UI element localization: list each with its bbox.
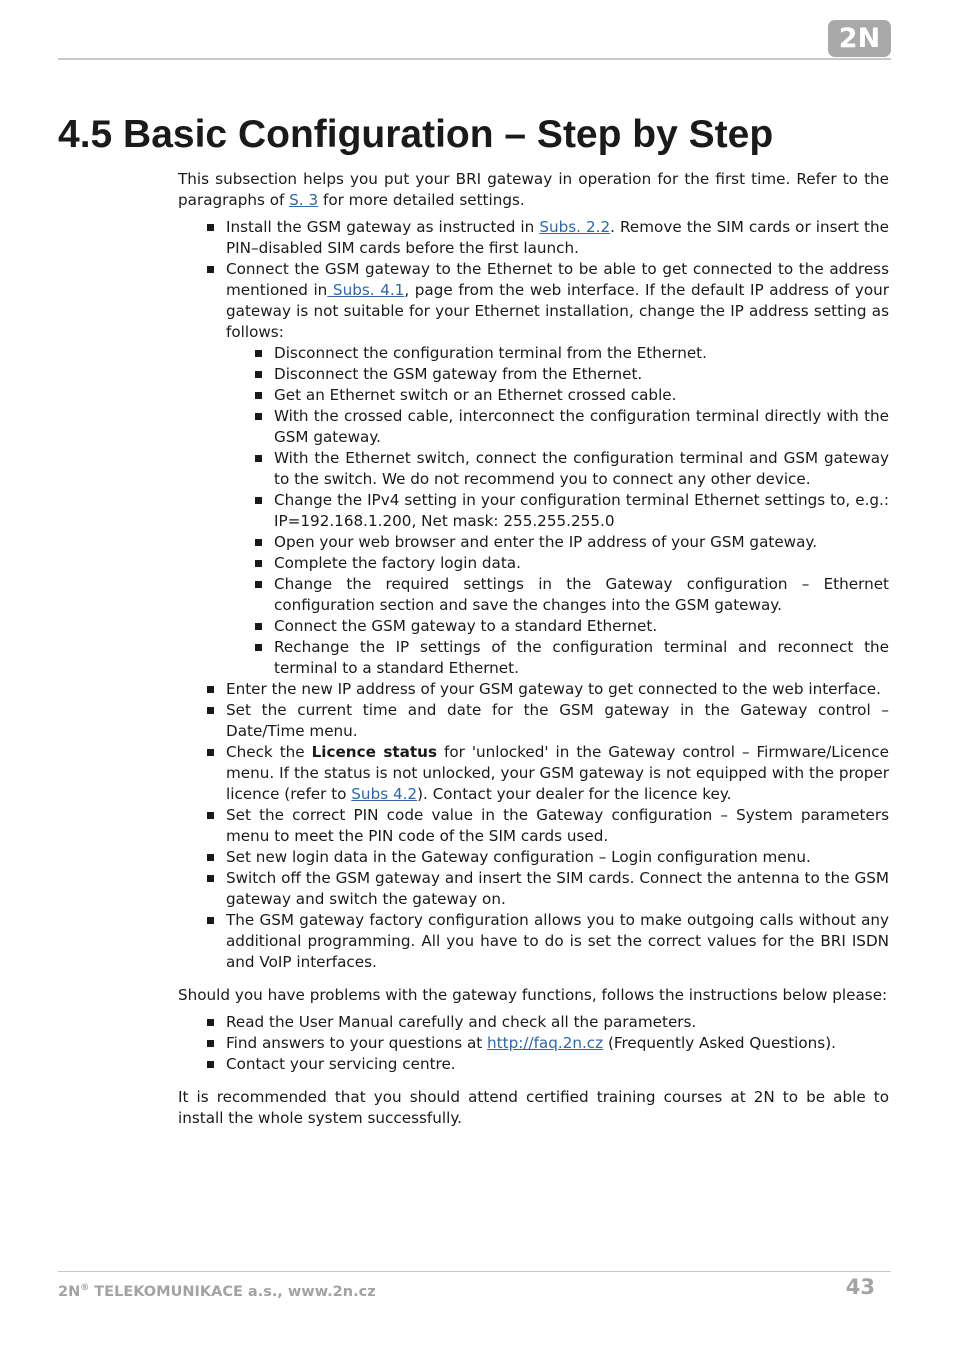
intro-text-end: for more detailed settings.	[318, 191, 525, 209]
substep-item: Change the IPv4 setting in your configuration terminal Ethernet settings to, e.g.: IP=192.168.1.200, Net mask: 255.255.255.0	[274, 491, 889, 530]
problem-text: (Frequently Asked Questions).	[603, 1034, 836, 1052]
problems-list	[226, 1012, 889, 1075]
substep-item: With the Ethernet switch, connect the configuration terminal and GSM gateway to the switch. We do not recommend you to connect any other device.	[274, 449, 889, 488]
intro-text: This subsection helps you put your BRI gateway in operation for the first time. Refer to the paragraphs of	[178, 170, 889, 209]
problems-paragraph: Should you have problems with the gateway functions, follows the instructions below please:	[178, 986, 888, 1004]
page-number: 43	[845, 1275, 875, 1299]
substep-item: Open your web browser and enter the IP address of your GSM gateway.	[274, 532, 889, 553]
step-item-1	[226, 217, 889, 259]
substep-item: With the crossed cable, interconnect the configuration terminal directly with the GSM gateway.	[274, 407, 889, 446]
substep-item: Disconnect the configuration terminal from the Ethernet.	[274, 343, 889, 364]
registered-mark: ®	[80, 1283, 90, 1293]
intro-paragraph	[178, 169, 889, 211]
step-item-4: Set the current time and date for the GSM gateway in the Gateway control – Date/Time menu.	[226, 701, 889, 740]
link-subs-4-2[interactable]: Subs 4.2	[351, 785, 418, 803]
link-subs-2-2[interactable]: Subs. 2.2	[539, 218, 611, 236]
step-text: . Remove the SIM cards or insert the PIN–disabled SIM cards before the first launch.	[226, 218, 889, 257]
substeps-list	[274, 343, 889, 679]
steps-list	[226, 217, 889, 973]
section-body	[178, 169, 889, 1129]
substep-item: Connect the GSM gateway to a standard Ethernet.	[274, 616, 889, 637]
brand-logo: 2N	[828, 20, 891, 57]
substep-item: Rechange the IP settings of the configuration terminal and reconnect the terminal to a standard Ethernet.	[274, 638, 889, 677]
step-text: for 'unlocked' in the Gateway control – Firmware/Licence menu. If the status is not unlocked, your GSM gateway is not equipped with the proper licence (refer to	[226, 743, 889, 803]
step-text: Check the	[226, 743, 312, 761]
step-item-2	[226, 259, 889, 679]
step-item-7: Set new login data in the Gateway configuration – Login configuration menu.	[226, 847, 889, 868]
substep-item: Get an Ethernet switch or an Ethernet crossed cable.	[274, 385, 889, 406]
problem-item: Read the User Manual carefully and check all the parameters.	[226, 1012, 889, 1033]
step-item-5	[226, 742, 889, 805]
substep-item: Disconnect the GSM gateway from the Ethernet.	[274, 364, 889, 385]
step-text: Install the GSM gateway as instructed in	[226, 218, 540, 236]
problem-item: Contact your servicing centre.	[226, 1054, 889, 1075]
link-faq[interactable]: http://faq.2n.cz	[487, 1034, 604, 1052]
substep-item: Change the required settings in the Gateway configuration – Ethernet configuration section and save the changes into the GSM gateway.	[274, 575, 889, 614]
closing-paragraph: It is recommended that you should attend certified training courses at 2N to be able to install the whole system successfully.	[178, 1088, 889, 1127]
step-text: , page from the web interface. If the default IP address of your gateway is not suitable for your Ethernet installation, change the IP address setting as follows:	[226, 281, 889, 341]
footer-rule	[58, 1271, 891, 1272]
step-item-6: Set the correct PIN code value in the Gateway configuration – System parameters menu to meet the PIN code of the SIM cards used.	[226, 806, 889, 845]
step-item-3: Enter the new IP address of your GSM gateway to get connected to the web interface.	[226, 679, 889, 700]
link-s3[interactable]: S. 3	[289, 191, 319, 209]
problem-item	[226, 1033, 889, 1054]
link-subs-4-1[interactable]: Subs. 4.1	[327, 281, 405, 299]
section-title: 4.5 Basic Configuration – Step by Step	[58, 113, 774, 156]
header-rule	[58, 58, 891, 60]
step-item-8: Switch off the GSM gateway and insert the SIM cards. Connect the antenna to the GSM gateway and switch the gateway on.	[226, 869, 889, 908]
footer-company	[58, 1278, 376, 1302]
problem-text: Find answers to your questions at	[226, 1034, 488, 1052]
footer-brand: 2N	[58, 1284, 81, 1300]
footer-company-name: TELEKOMUNIKACE a.s., www.2n.cz	[89, 1284, 376, 1300]
step-item-9: The GSM gateway factory configuration allows you to make outgoing calls without any additional programming. All you have to do is set the correct values for the BRI ISDN and VoIP interfaces.	[226, 911, 889, 971]
licence-status-term: Licence status	[311, 743, 438, 761]
step-text: ). Contact your dealer for the licence key.	[417, 785, 732, 803]
step-text: Connect the GSM gateway to the Ethernet to be able to get connected to the address mentioned in	[226, 260, 889, 299]
substep-item: Complete the factory login data.	[274, 553, 889, 574]
